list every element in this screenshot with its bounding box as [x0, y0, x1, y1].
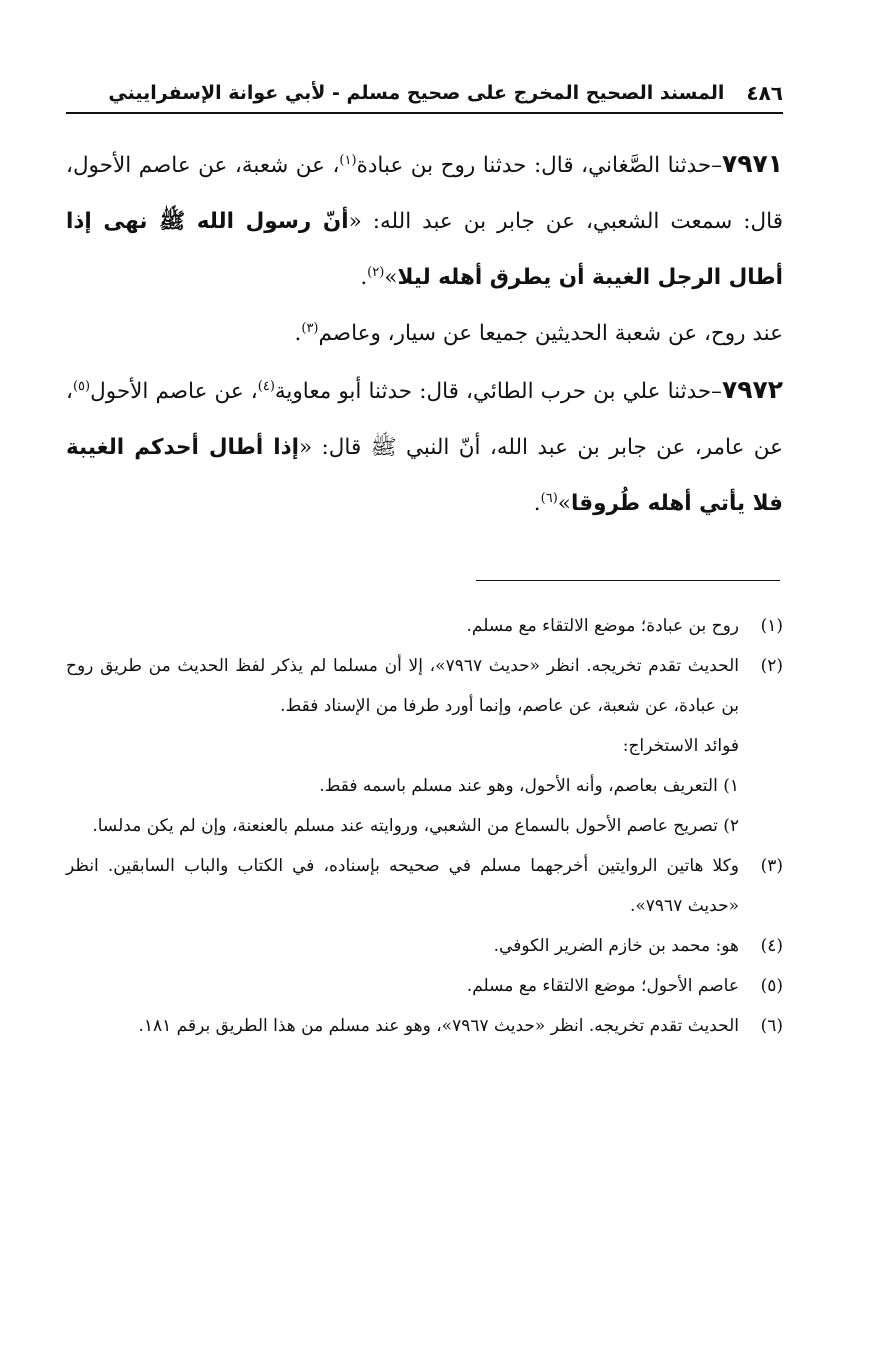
footnote-line: هو: محمد بن خازم الضرير الكوفي.: [493, 936, 739, 956]
footnote: [66, 606, 783, 646]
footnote-text: [66, 966, 739, 1006]
text-run: –حدثنا الصَّغاني، قال: حدثنا روح بن عبادة: [356, 153, 722, 178]
text-run: .: [360, 265, 368, 290]
footnote-line: فوائد الاستخراج:: [622, 736, 739, 756]
footnote-reference: (٦): [540, 490, 558, 506]
footnote-label: (٥): [760, 976, 783, 996]
text-run: –حدثنا علي بن حرب الطائي، قال: حدثنا أبو معاوية: [274, 379, 722, 404]
footnote-separator: [476, 580, 780, 581]
hadith-paragraph: [66, 136, 783, 306]
footnote-line: وكلا هاتين الروايتين أخرجهما مسلم في صحيحه بإسناده، في الكتاب والباب السابقين. انظر «حديث ٧٩٦٧».: [66, 856, 739, 916]
footnote-label: (٦): [760, 1016, 783, 1036]
footnote-line: ١) التعريف بعاصم، وأنه الأحول، وهو عند مسلم باسمه فقط.: [319, 776, 739, 796]
footnote-text: [66, 606, 739, 646]
footnote-line: ٢) تصريح عاصم الأحول بالسماع من الشعبي، وروايته عند مسلم بالعنعنة، وإن لم يكن مدلسا.: [92, 816, 739, 836]
header-rule: [66, 112, 783, 114]
main-text: [66, 136, 783, 532]
page-number: ٤٨٦: [746, 81, 783, 105]
footnote: [66, 1006, 783, 1046]
footnote-line: عاصم الأحول؛ موضع الالتقاء مع مسلم.: [466, 976, 739, 996]
text-run: ، عن عامر، عن جابر بن عبد الله، أنّ النبي ﷺ قال: «: [66, 379, 783, 460]
text-run: عند روح، عن شعبة الحديثين جميعا عن سيار، وعاصم: [318, 321, 783, 346]
text-run: .: [533, 491, 541, 516]
running-title: المسند الصحيح المخرج على صحيح مسلم - لأبي عوانة الإسفراييني: [108, 82, 725, 104]
footnote-text: [66, 646, 739, 846]
footnote: [66, 846, 783, 926]
footnote-line: الحديث تقدم تخريجه. انظر «حديث ٧٩٦٧»، وهو عند مسلم من هذا الطريق برقم ١٨١.: [138, 1016, 739, 1036]
footnote-label: (٢): [760, 656, 783, 676]
footnote-reference: (٣): [301, 320, 319, 336]
footnote-line: روح بن عبادة؛ موضع الالتقاء مع مسلم.: [466, 616, 739, 636]
text-run: ، عن عاصم الأحول: [90, 379, 258, 404]
hadith-matn-bold: إذا أطال أحدكم الغيبة فلا يأتي أهله طُروقا: [66, 435, 783, 516]
hadith-paragraph: [66, 362, 783, 532]
running-header: [66, 76, 783, 110]
hadith-number: ٧٩٧١: [721, 149, 784, 178]
footnote-reference: (٥): [72, 378, 91, 394]
footnotes: [66, 606, 783, 1046]
text-run: »: [557, 491, 571, 516]
text-run: ، عن شعبة، عن عاصم الأحول، قال: سمعت الشعبي، عن جابر بن عبد الله: «: [66, 153, 783, 234]
footnote-reference: (١): [339, 152, 357, 168]
footnote-line: الحديث تقدم تخريجه. انظر «حديث ٧٩٦٧»، إلا أن مسلما لم يذكر لفظ الحديث من طريق روح بن عبادة، عن شعبة، عن عاصم، وإنما أورد طرفا من الإسناد فقط.: [66, 656, 739, 716]
hadith-matn-bold: أنّ رسول الله ﷺ نهى إذا أطال الرجل الغيبة أن يطرق أهله ليلا: [66, 209, 783, 290]
footnote-label: (٤): [760, 936, 783, 956]
text-run: »: [384, 265, 398, 290]
footnote-text: [66, 846, 739, 926]
footnote-text: [66, 1006, 739, 1046]
footnote-label: (١): [760, 616, 783, 636]
footnote-text: [66, 926, 739, 966]
footnote: [66, 966, 783, 1006]
footnote: [66, 646, 783, 846]
footnote: [66, 926, 783, 966]
note-paragraph: [66, 306, 783, 362]
text-run: .: [294, 321, 302, 346]
footnote-label: (٣): [760, 856, 783, 876]
footnote-reference: (٢): [367, 264, 385, 280]
footnote-reference: (٤): [257, 378, 275, 394]
hadith-number: ٧٩٧٢: [721, 375, 783, 404]
